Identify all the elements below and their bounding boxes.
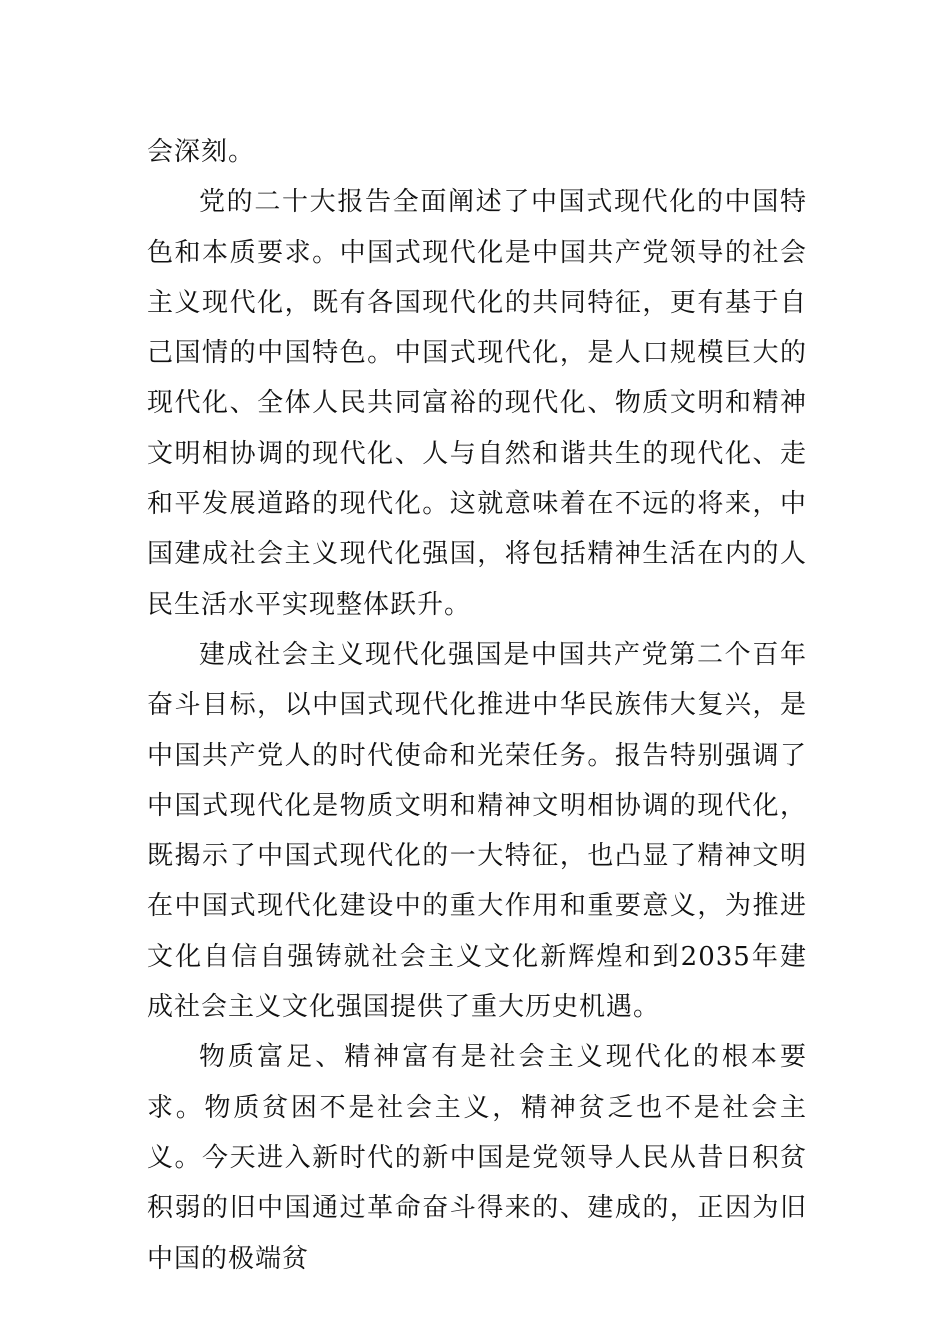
paragraph-centenary-goal: 建成社会主义现代化强国是中国共产党第二个百年奋斗目标，以中国式现代化推进中华民族伟大复兴，是中国共产党人的时代使命和光荣任务。报告特别强调了中国式现代化是物质文明和精神文明相协调的现代化，既揭示了中国式现代化的一大特征，也凸显了精神文明在中国式现代化建设中的重大作用和重要意义，为推进文化自信自强铸就社会主义文化新辉煌和到2035年建成社会主义文化强国提供了重大历史机遇。 <box>147 639 807 1023</box>
paragraph-modernization-features: 党的二十大报告全面阐述了中国式现代化的中国特色和本质要求。中国式现代化是中国共产党领导的社会主义现代化，既有各国现代化的共同特征，更有基于自己国情的中国特色。中国式现代化，是人口规模巨大的现代化、全体人民共同富裕的现代化、物质文明和精神文明相协调的现代化、人与自然和谐共生的现代化、走和平发展道路的现代化。这就意味着在不远的将来，中国建成社会主义现代化强国，将包括精神生活在内的人民生活水平实现整体跃升。 <box>147 187 807 620</box>
paragraph-continuation: 会深刻。 <box>147 137 256 167</box>
document-body <box>147 127 807 1284</box>
paragraph-material-spiritual: 物质富足、精神富有是社会主义现代化的根本要求。物质贫困不是社会主义，精神贫乏也不是社会主义。今天进入新时代的新中国是党领导人民从昔日积贫积弱的旧中国通过革命奋斗得来的、建成的，正因为旧中国的极端贫 <box>147 1042 807 1274</box>
